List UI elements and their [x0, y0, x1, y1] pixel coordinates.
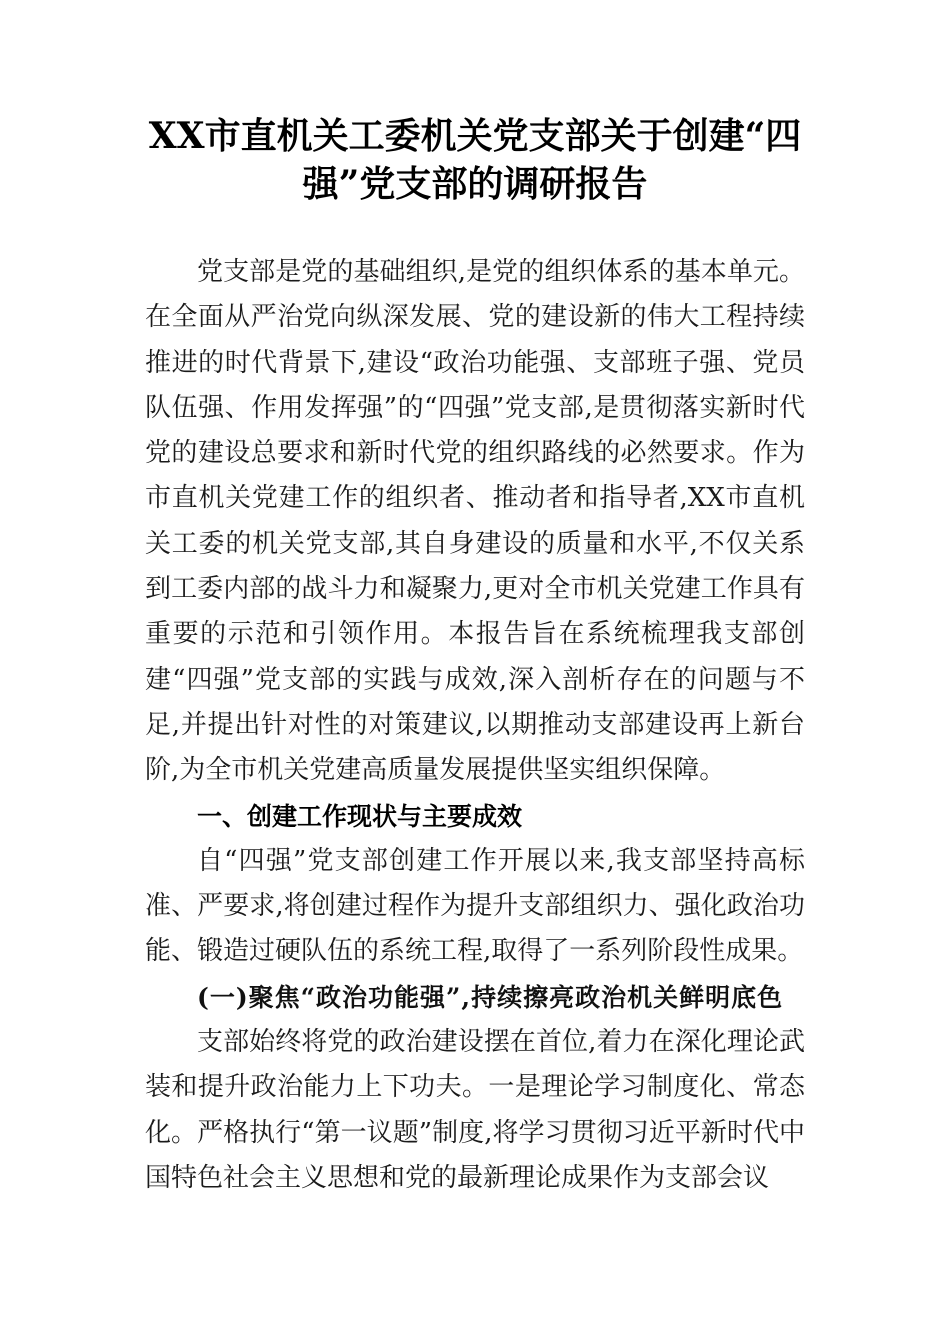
section-paragraph: 自“四强”党支部创建工作开展以来,我支部坚持高标准、严要求,将创建过程作为提升支部组织力、强化政治功能、锻造过硬队伍的系统工程,取得了一系列阶段性成果。 [145, 845, 805, 967]
document-title: XX市直机关工委机关党支部关于创建“四强”党支部的调研报告 [148, 115, 802, 205]
subsection-paragraph: 支部始终将党的政治建设摆在首位,着力在深化理论武装和提升政治能力上下功夫。一是理论学习制度化、常态化。严格执行“第一议题”制度,将学习贯彻习近平新时代中国特色社会主义思想和党的最新理论成果作为支部会议 [145, 1027, 805, 1193]
subsection-heading: (一)聚焦“政治功能强”,持续擦亮政治机关鲜明底色 [197, 982, 784, 1012]
intro-paragraph: 党支部是党的基础组织,是党的组织体系的基本单元。在全面从严治党向纵深发展、党的建设新的伟大工程持续推进的时代背景下,建设“政治功能强、支部班子强、党员队伍强、作用发挥强”的“四强”党支部,是贯彻落实新时代党的建设总要求和新时代党的组织路线的必然要求。作为市直机关党建工作的组织者、推动者和指导者,XX市直机关工委的机关党支部,其自身建设的质量和水平,不仅关系到工委内部的战斗力和凝聚力,更对全市机关党建工作具有重要的示范和引领作用。本报告旨在系统梳理我支部创建“四强”党支部的实践与成效,深入剖析存在的问题与不足,并提出针对性的对策建议,以期推动支部建设再上新台阶,为全市机关党建高质量发展提供坚实组织保障。 [145, 257, 805, 786]
document-body [145, 250, 805, 1201]
section-heading: 一、创建工作现状与主要成效 [197, 801, 523, 831]
